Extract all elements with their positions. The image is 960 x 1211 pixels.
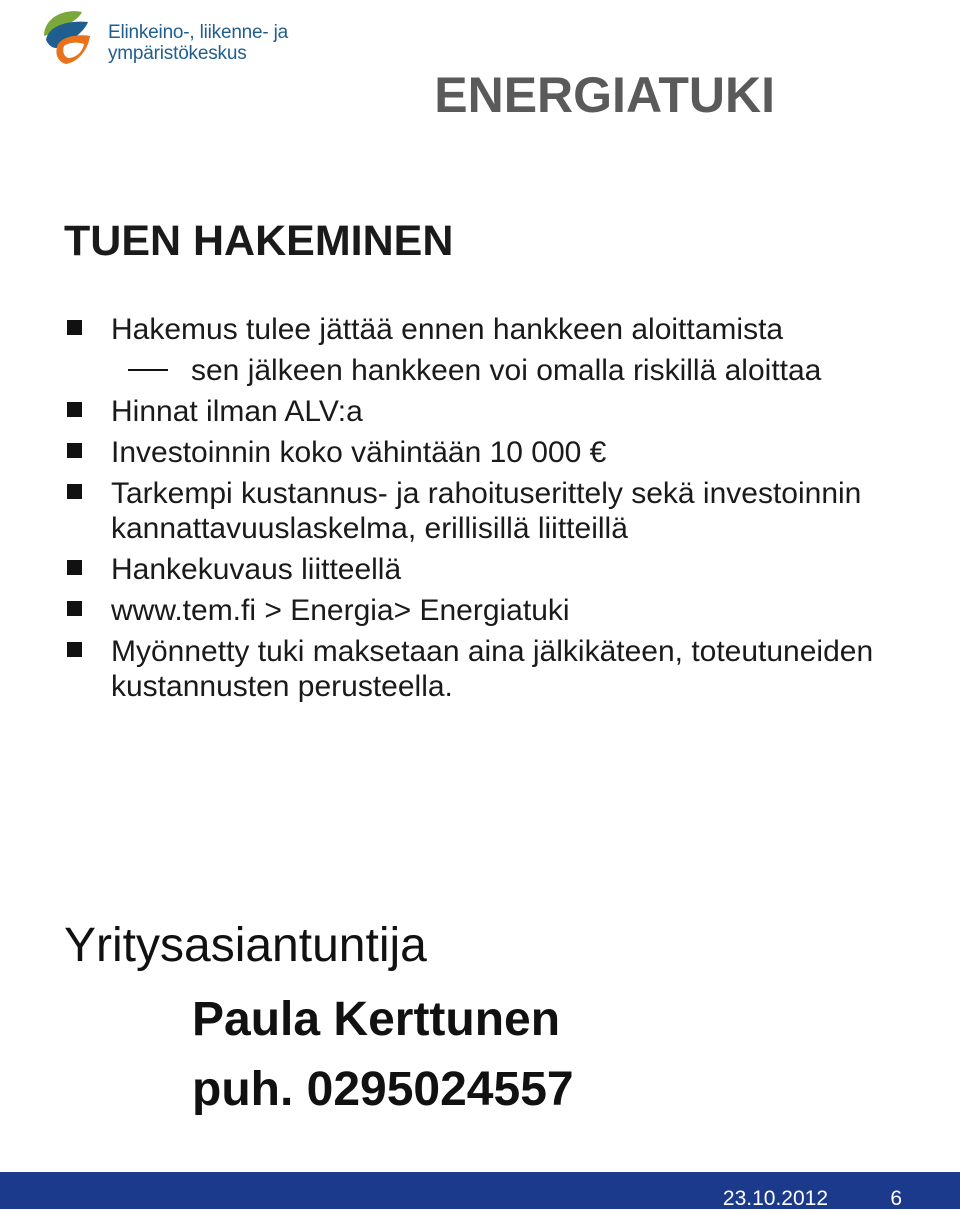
logo-line-1: Elinkeino-, liikenne- ja [108,22,289,43]
bullet-item [0,312,960,347]
ely-leaf-logo-icon [38,6,102,68]
footer-date: 23.10.2012 [722,1187,828,1210]
square-bullet-icon [67,642,82,657]
bullet-list [0,312,960,710]
ely-logo [38,6,289,70]
square-bullet-icon [67,560,82,575]
section-title: TUEN HAKEMINEN [64,217,454,265]
bullet-item [0,394,960,429]
bullet-text-link: www.tem.fi > Energia> Energiatuki [111,594,570,627]
square-bullet-icon [67,601,82,616]
footer-bar [0,1172,960,1209]
dash-bullet-icon [128,369,168,371]
square-bullet-icon [67,320,82,335]
logo-line-2: ympäristökeskus [108,43,247,64]
square-bullet-icon [67,443,82,458]
contact-phone: puh. 0295024557 [192,1063,574,1116]
bullet-text: Tarkempi kustannus- ja rahoituserittely sekä investoinnin kannattavuuslaskelma, erillisillä liitteillä [111,477,862,545]
slide-title: ENERGIATUKI [434,67,775,123]
square-bullet-icon [67,402,82,417]
bullet-text: Investoinnin koko vähintään 10 000 € [111,436,607,469]
bullet-text: sen jälkeen hankkeen voi omalla riskillä aloittaa [191,354,822,387]
bullet-text: Hankekuvaus liitteellä [111,553,402,586]
square-bullet-icon [67,484,82,499]
bullet-item [0,476,960,546]
bullet-item [0,435,960,470]
footer-page-number: 6 [890,1187,902,1210]
sub-bullet-item [0,353,960,388]
logo-text [108,22,288,64]
bullet-item [0,634,960,704]
bullet-text: Myönnetty tuki maksetaan aina jälkikäteen, toteutuneiden kustannusten perusteella. [111,635,874,703]
contact-name: Paula Kerttunen [192,993,561,1046]
bullet-item [0,552,960,587]
bullet-item [0,593,960,628]
bullet-text: Hakemus tulee jättää ennen hankkeen aloittamista [111,313,784,346]
bullet-text: Hinnat ilman ALV:a [111,395,363,428]
contact-role: Yritysasiantuntija [64,919,427,972]
